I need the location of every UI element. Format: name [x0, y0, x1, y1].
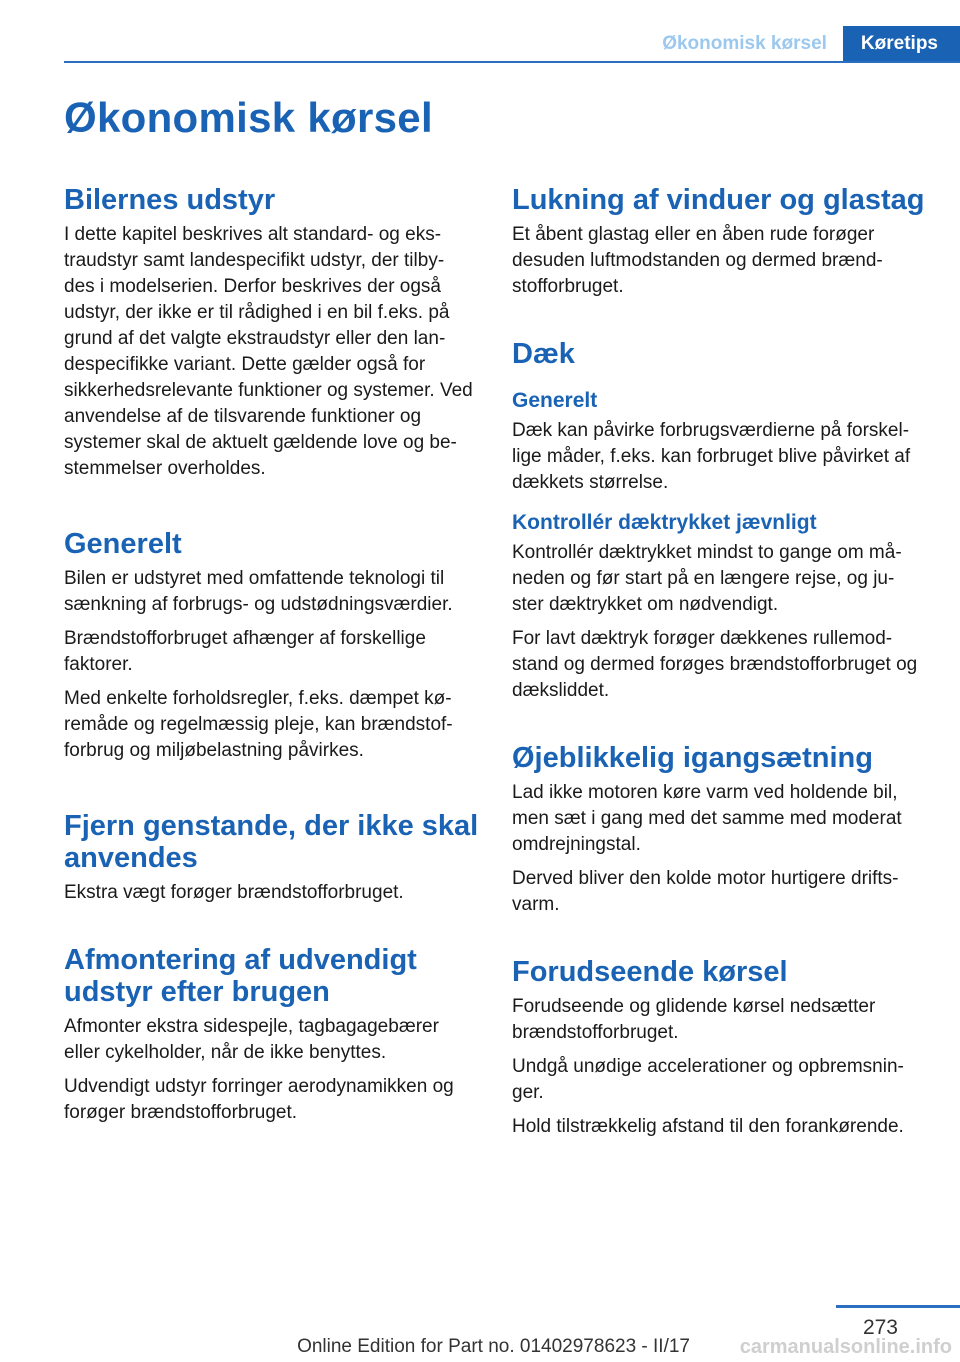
- edition-text: Online Edition for Part no. 01402978623 - II/17: [297, 1336, 690, 1357]
- paragraph: Bilen er udstyret med omfattende teknologi til sænkning af forbrugs- og udstødningsværdier.: [64, 568, 453, 615]
- paragraph: Derved bliver den kolde motor hurtigere drifts‐ varm.: [512, 868, 899, 915]
- left-column: [64, 184, 480, 1134]
- page-number: 273: [862, 1316, 898, 1339]
- page-title: Økonomisk kørsel: [64, 94, 433, 141]
- section-heading: Bilernes udstyr: [64, 184, 276, 216]
- paragraph: Med enkelte forholdsregler, f.eks. dæmpet kø‐ remåde og regelmæssig pleje, kan brændstof‐ forbrug og miljøbelastning påvirkes.: [64, 688, 453, 761]
- header-divider: [64, 61, 960, 63]
- paragraph: Dæk kan påvirke forbrugsværdierne på forskel‐ lige måder, f.eks. kan forbruget blive påvirket af dækkets størrelse.: [512, 420, 911, 493]
- watermark: carmanualsonline.info: [739, 1336, 952, 1358]
- paragraph: Hold tilstrækkelig afstand til den forankørende.: [512, 1116, 904, 1137]
- section-heading: Afmontering af udvendigt udstyr efter brugen: [64, 944, 417, 1008]
- subsection-heading: Generelt: [512, 389, 598, 412]
- paragraph: For lavt dæktryk forøger dækkenes rullemod‐ stand og dermed forøges brændstofforbruget og dæksliddet.: [512, 628, 918, 701]
- section-heading: Dæk: [512, 338, 575, 370]
- paragraph: Forudseende og glidende kørsel nedsætter brændstofforbruget.: [512, 996, 876, 1043]
- paragraph: Et åbent glastag eller en åben rude forøger desuden luftmodstanden og dermed brænd‐ stofforbruget.: [512, 224, 883, 297]
- section-heading: Forudseende kørsel: [512, 956, 788, 988]
- paragraph: Udvendigt udstyr forringer aerodynamikken og forøger brændstofforbruget.: [64, 1076, 454, 1123]
- paragraph: Undgå unødige accelerationer og opbremsnin‐ ger.: [512, 1056, 904, 1103]
- header-tabs: [646, 26, 960, 62]
- paragraph: Afmonter ekstra sidespejle, tagbagagebærer eller cykelholder, når de ikke benyttes.: [64, 1016, 439, 1063]
- section-heading: Lukning af vinduer og glastag: [512, 184, 925, 216]
- right-column: [512, 184, 928, 1148]
- chapter-tab: Køretips: [843, 26, 960, 62]
- section-heading: Generelt: [64, 528, 182, 560]
- paragraph: Kontrollér dæktrykket mindst to gange om må‐ neden og før start på en længere rejse, og ju‐ ster dæktrykket om nødvendigt.: [512, 542, 902, 615]
- paragraph: Brændstofforbruget afhænger af forskellige faktorer.: [64, 628, 426, 675]
- subsection-heading: Kontrollér dæktrykket jævnligt: [512, 511, 817, 534]
- footer-divider: [836, 1305, 960, 1308]
- section-heading: Fjern genstande, der ikke skal anvendes: [64, 810, 479, 874]
- paragraph: I dette kapitel beskrives alt standard- og eks‐ traudstyr samt landespecifikt udstyr, der tilby‐ des i modelserien. Derfor beskrives der også udstyr, der ikke er til rådighed i en bil f.eks. på grund af det valgte ekstraudstyr eller den lan‐ despecifikke variant. Dette gælder også for sikkerhedsrelevante funktioner og systemer. Ved anvendelse af de tilsvarende funktioner og systemer skal de aktuelt gældende love og be‐ stemmelser overholdes.: [64, 224, 473, 479]
- paragraph: Lad ikke motoren køre varm ved holdende bil, men sæt i gang med det samme med moderat omdrejningstal.: [512, 782, 902, 855]
- paragraph: Ekstra vægt forøger brændstofforbruget.: [64, 882, 404, 903]
- section-heading: Øjeblikkelig igangsætning: [512, 742, 873, 774]
- section-tab: Økonomisk kørsel: [662, 33, 827, 54]
